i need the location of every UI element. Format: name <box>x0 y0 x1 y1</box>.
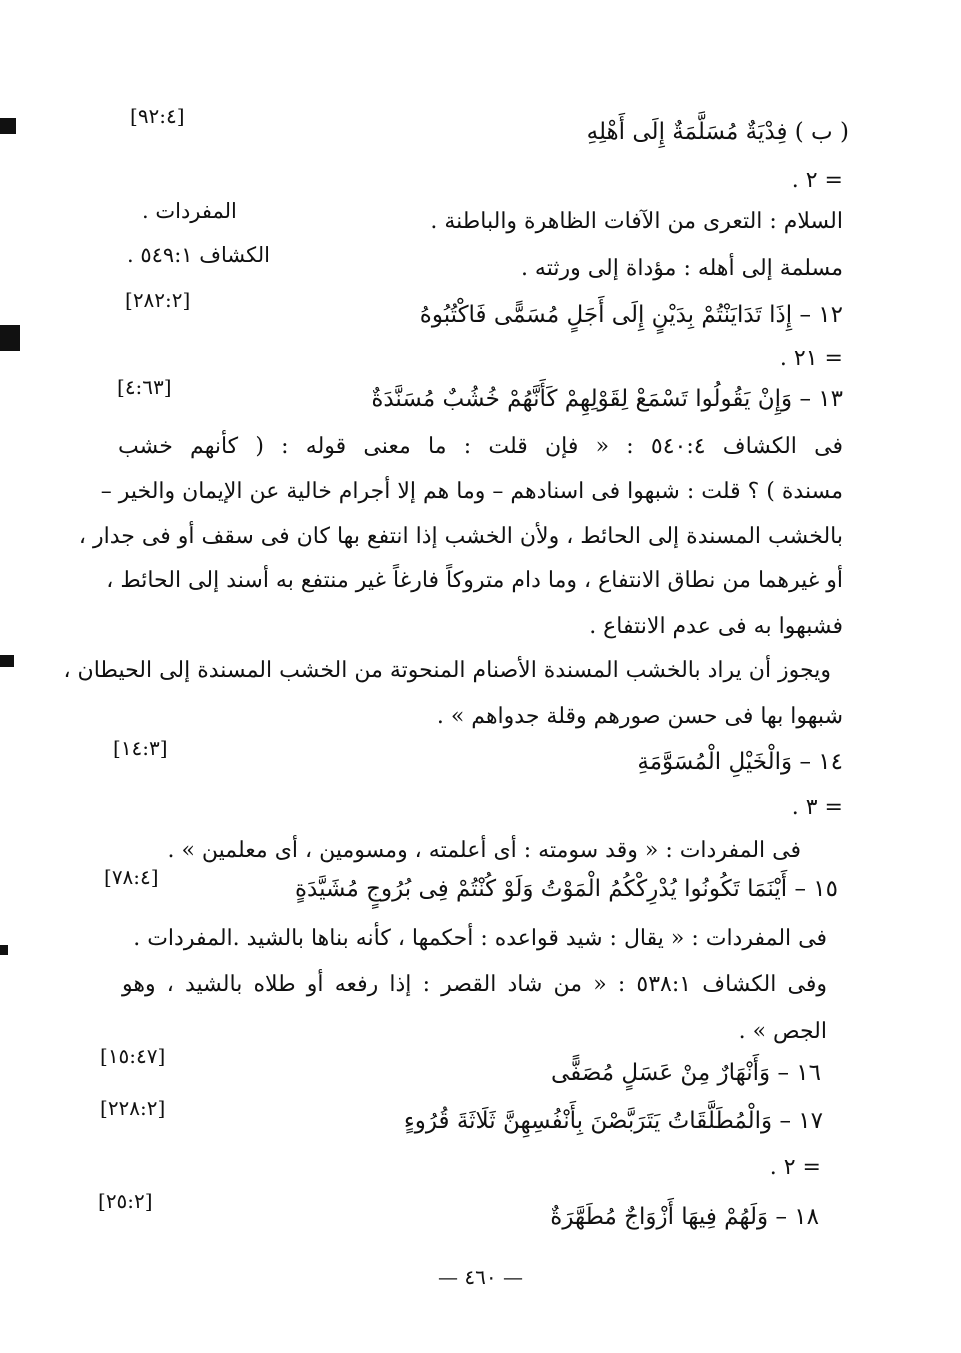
page-number: — ٤٦٠ — <box>438 1265 523 1289</box>
verse-reference: [٢٨٢:٢] <box>125 288 191 312</box>
verse-reference: [٢٥:٢] <box>98 1189 153 1213</box>
text-line: بالخشب المسندة إلى الحائط ، ولأن الخشب إذا انتفع بها كان فى سقف أو فى جدار ، <box>78 524 843 549</box>
verse-reference: [٧٨:٤] <box>104 865 159 889</box>
verse-line: ١٢ – إِذَا تَدَايَنْتُمْ بِدَيْنٍ إِلَى أَجَلٍ مُسَمًّى فَاكْتُبُوهُ <box>419 302 843 328</box>
verse-reference: [١٤:٣] <box>113 736 168 760</box>
scan-edge-mark <box>0 118 16 134</box>
verse-reference: [٩٢:٤] <box>130 104 185 128</box>
text-line: مسندة ) ؟ قلت : شبهوا فى اسنادهم – وما هم إلا أجرام خالية عن الإيمان والخير – <box>100 479 843 504</box>
verse-reference: [٤:٦٣] <box>117 375 172 399</box>
text-line: الجص » . <box>738 1019 827 1044</box>
verse-line: ١٣ – وَإِنْ يَقُولُوا تَسْمَعْ لِقَوْلِهِمْ كَأَنَّهُمْ خُشُبٌ مُسَنَّدَةٌ <box>371 386 843 412</box>
verse-reference: [١٥:٤٧] <box>100 1044 166 1068</box>
scan-edge-mark <box>0 945 8 955</box>
scan-edge-mark <box>0 325 20 351</box>
text-line: فى المفردات : « وقد سومته : أى أعلمته ، ومسومين ، أى معلمين » . <box>167 838 801 863</box>
equals-note: = ٣ . <box>791 795 843 820</box>
verse-line: ١٥ – أَيْنَمَا تَكُونُوا يُدْرِكْكُمُ الْمَوْتُ وَلَوْ كُنْتُمْ فِى بُرُوجٍ مُشَيَّدَةٍ <box>294 876 838 902</box>
scan-edge-mark <box>0 655 14 667</box>
verse-line: ١٧ – وَالْمُطَلَّقَاتُ يَتَرَبَّصْنَ بِأَنْفُسِهِنَّ ثَلَاثَةَ قُرُوءٍ <box>403 1108 823 1134</box>
equals-note: = ٢ . <box>769 1155 821 1180</box>
verse-reference: [٢٢٨:٢] <box>100 1096 166 1120</box>
text-line: ويجوز أن يراد بالخشب المسندة الأصنام المنحوتة من الخشب المسندة إلى الحيطان ، <box>63 658 831 683</box>
text-line: وفى الكشاف ٥٣٨:١ : « من شاد القصر : إذا رفعه أو طلاه بالشيد ، وهو <box>122 972 827 997</box>
text-line: فشبهوا به فى عدم الانتفاع . <box>589 614 843 639</box>
text-line: فى الكشاف ٥٤٠:٤ : « فإن قلت : ما معنى قوله : ( كأنهم خشب <box>118 434 843 459</box>
text-line: فى المفردات : « يقال : شيد قواعده : أحكمها ، كأنه بناها بالشيد .المفردات . <box>133 926 827 951</box>
section-heading: ( ب ) فِدْيَةٌ مُسَلَّمَةٌ إِلَى أَهْلِهِ <box>586 119 849 145</box>
text-line: أو غيرهما من نطاق الانتفاع ، وما دام متروكاً فارغاً غير منتفع به أسند إلى الحائط ، <box>106 568 843 593</box>
text-line: مسلمة إلى أهله : مؤداة إلى ورثته . <box>520 256 843 281</box>
text-line: السلام : التعرى من الآفات الظاهرة والباطنة . <box>430 209 843 234</box>
equals-note: = ٢ . <box>791 168 843 193</box>
verse-line: ١٦ – وَأَنْهَارٌ مِنْ عَسَلٍ مُصَفًّى <box>551 1060 821 1086</box>
verse-line: ١٨ – وَلَهُمْ فِيهَا أَزْوَاجٌ مُطَهَّرَةٌ <box>550 1204 819 1230</box>
text-line: شبهوا بها فى حسن صورهم وقلة جدواهم » . <box>436 704 843 729</box>
verse-line: ١٤ – وَالْخَيْلِ الْمُسَوَّمَةِ <box>637 749 843 775</box>
side-note-kashshaf: الكشاف ٥٤٩:١ . <box>127 243 270 267</box>
side-note-mufradat: المفردات . <box>142 199 237 223</box>
equals-note: = ٢١ . <box>779 346 843 371</box>
